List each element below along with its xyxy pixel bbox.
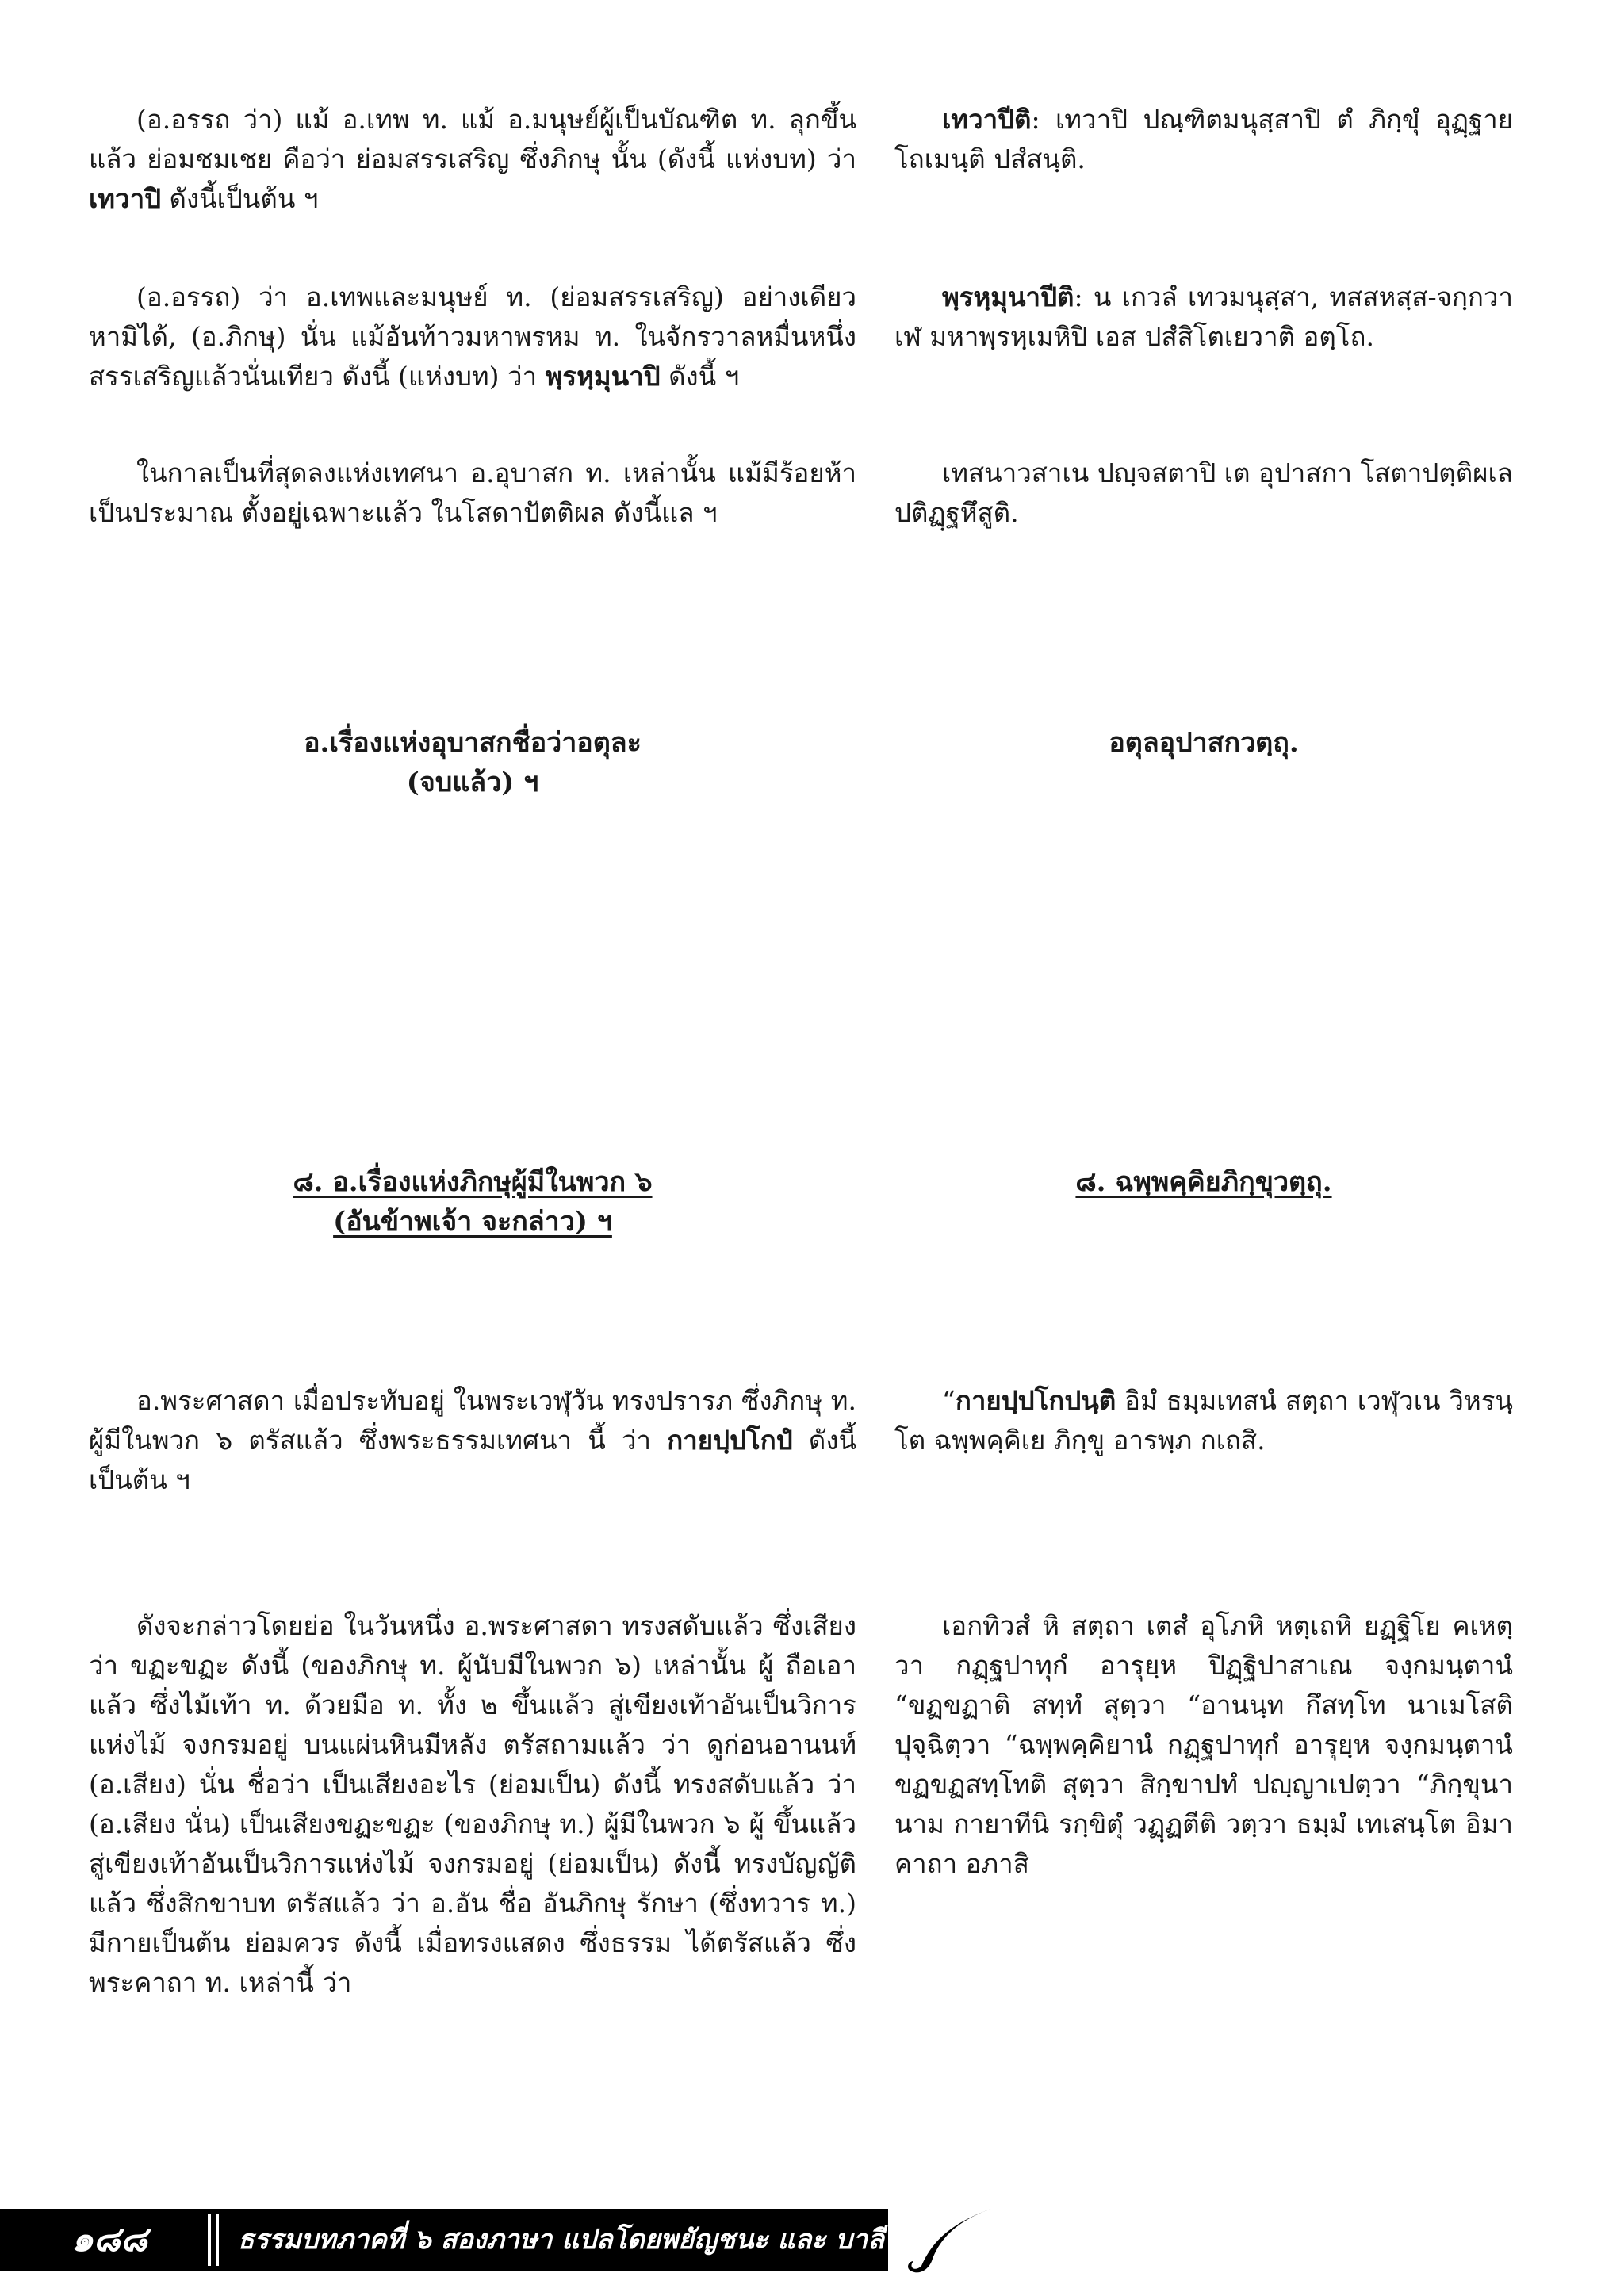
story-paragraph-pali-2: เอกทิวสํ หิ สตฺถา เตสํ อุโภหิ หตฺเถหิ ยฏฺฐิโย คเหตฺวา กฏฺฐปาทุกํ อารุยฺห ปิฏฺฐิปาสาเณ จงฺกมนฺตานํ “ขฏขฏาติ สทฺทํ สุตฺวา “อานนฺท กึสทฺโท นาเมโสติ ปุจฺฉิตฺวา “ฉพฺพคฺคิยานํ กฏฺฐปาทุกํ อารุยฺห จงฺกมนฺตานํ ขฏขฏสทฺโทติ สุตฺวา สิกฺขาปทํ ปญฺญาเปตฺวา “ภิกฺขุนา นาม กายาทีนิ รกฺขิตุํ วฏฺฏตีติ วตฺวา ธมฺมํ เทเสนฺโต อิมา คาถา อภาสิ — [894, 1610, 1513, 1879]
story-end-title-thai — [89, 723, 856, 802]
story-end-title-pali — [894, 723, 1513, 763]
story-8-title-thai — [89, 1162, 856, 1242]
story-end-title-line-2: (จบแล้ว) ฯ — [406, 767, 539, 798]
story-8-title-pali-line: ๘. ฉพฺพคฺคิยภิกฺขุวตฺถุ. — [1075, 1166, 1332, 1198]
paragraph-thai-3: ในกาลเป็นที่สุดลงแห่งเทศนา อ.อุบาสก ท. เหล่านั้น แม้มีร้อยห้าเป็นประมาณ ตั้งอยู่เฉพาะแล้ว ในโสดาปัตติผล ดังนี้แล ฯ — [89, 457, 856, 528]
footer-separator — [208, 2214, 219, 2266]
footer-ornament-icon — [864, 2188, 1023, 2283]
paragraph-pali-2: พฺรหฺมุนาปีติ: น เกวลํ เทวมนุสฺสา, ทสสหสฺส-จกฺกวาเฬ มหาพฺรหฺเมหิปิ เอส ปสํสิโตเยวาติ อตฺโถ. — [894, 281, 1513, 352]
paragraph-thai-1: (อ.อรรถ ว่า) แม้ อ.เทพ ท. แม้ อ.มนุษย์ผู้เป็นบัณฑิต ท. ลุกขึ้นแล้ว ย่อมชมเชย คือว่า ย่อมสรรเสริญ ซึ่งภิกษุ นั้น (ดังนี้ แห่งบท) ว่า เทวาปิ ดังนี้เป็นต้น ฯ — [89, 104, 856, 214]
story-8-title-line-2: (อันข้าพเจ้า จะกล่าว) ฯ — [333, 1206, 612, 1238]
story-8-title-pali — [894, 1162, 1513, 1202]
paragraph-thai-2: (อ.อรรถ) ว่า อ.เทพและมนุษย์ ท. (ย่อมสรรเสริญ) อย่างเดียว หามิได้, (อ.ภิกษุ) นั่น แม้อันท้าวมหาพรหม ท. ในจักรวาลหมื่นหนึ่ง สรรเสริญแล้วนั่นเทียว ดังนี้ (แห่งบท) ว่า พฺรหฺมุนาปิ ดังนี้ ฯ — [89, 281, 856, 392]
story-end-title-line-1: อ.เรื่องแห่งอุบาสกชื่อว่าอตุละ — [304, 727, 642, 759]
story-8-title-line-1: ๘. อ.เรื่องแห่งภิกษุผู้มีในพวก ๖ — [293, 1166, 653, 1198]
book-title: ธรรมบทภาคที่ ๖ สองภาษา แปลโดยพยัญชนะ และ บาลี — [238, 2224, 884, 2256]
story-paragraph-thai-2: ดังจะกล่าวโดยย่อ ในวันหนึ่ง อ.พระศาสดา ทรงสดับแล้ว ซึ่งเสียง ว่า ขฏะขฏะ ดังนี้ (ของภิกษุ ท. ผู้นับมีในพวก ๖) เหล่านั้น ผู้ ถือเอาแล้ว ซึ่งไม้เท้า ท. ด้วยมือ ท. ทั้ง ๒ ขึ้นแล้ว สู่เขียงเท้าอันเป็นวิการแห่งไม้ จงกรมอยู่ บนแผ่นหินมีหลัง ตรัสถามแล้ว ว่า ดูก่อนอานนท์ (อ.เสียง) นั่น ชื่อว่า เป็นเสียงอะไร (ย่อมเป็น) ดังนี้ ทรงสดับแล้ว ว่า (อ.เสียง นั่น) เป็นเสียงขฏะขฏะ (ของภิกษุ ท.) ผู้มีในพวก ๖ ผู้ ขึ้นแล้ว สู่เขียงเท้าอันเป็นวิการแห่งไม้ จงกรมอยู่ (ย่อมเป็น) ดังนี้ ทรงบัญญัติแล้ว ซึ่งสิกขาบท ตรัสแล้ว ว่า อ.อัน ชื่อ อันภิกษุ รักษา (ซึ่งทวาร ท.) มีกายเป็นต้น ย่อมควร ดังนี้ เมื่อทรงแสดง ซึ่งธรรม ได้ตรัสแล้ว ซึ่งพระคาถา ท. เหล่านี้ ว่า — [89, 1610, 856, 1998]
paragraph-pali-3: เทสนาวสาเน ปญฺจสตาปิ เต อุปาสกา โสตาปตฺติผเล ปติฏฺฐหึสูติ. — [894, 457, 1513, 528]
page-number: ๑๘๘ — [71, 2219, 147, 2260]
story-end-title-pali-line: อตุลอุปาสกวตฺถุ. — [1109, 727, 1299, 759]
page-footer — [0, 2209, 888, 2271]
story-paragraph-thai-1: อ.พระศาสดา เมื่อประทับอยู่ ในพระเวฬุวัน ทรงปรารภ ซึ่งภิกษุ ท. ผู้มีในพวก ๖ ตรัสแล้ว ซึ่งพระธรรมเทศนา นี้ ว่า กายปฺปโกปํ ดังนี้เป็นต้น ฯ — [89, 1385, 856, 1495]
story-paragraph-pali-1: “กายปฺปโกปนฺติ อิมํ ธมฺมเทสนํ สตฺถา เวฬุวเน วิหรนฺโต ฉพฺพคฺคิเย ภิกฺขู อารพฺภ กเถสิ. — [894, 1385, 1513, 1456]
paragraph-pali-1: เทวาปีติ: เทวาปิ ปณฺฑิตมนุสฺสาปิ ตํ ภิกฺขุํ อุฏฺฐาย โถเมนฺติ ปสํสนฺติ. — [894, 104, 1513, 174]
